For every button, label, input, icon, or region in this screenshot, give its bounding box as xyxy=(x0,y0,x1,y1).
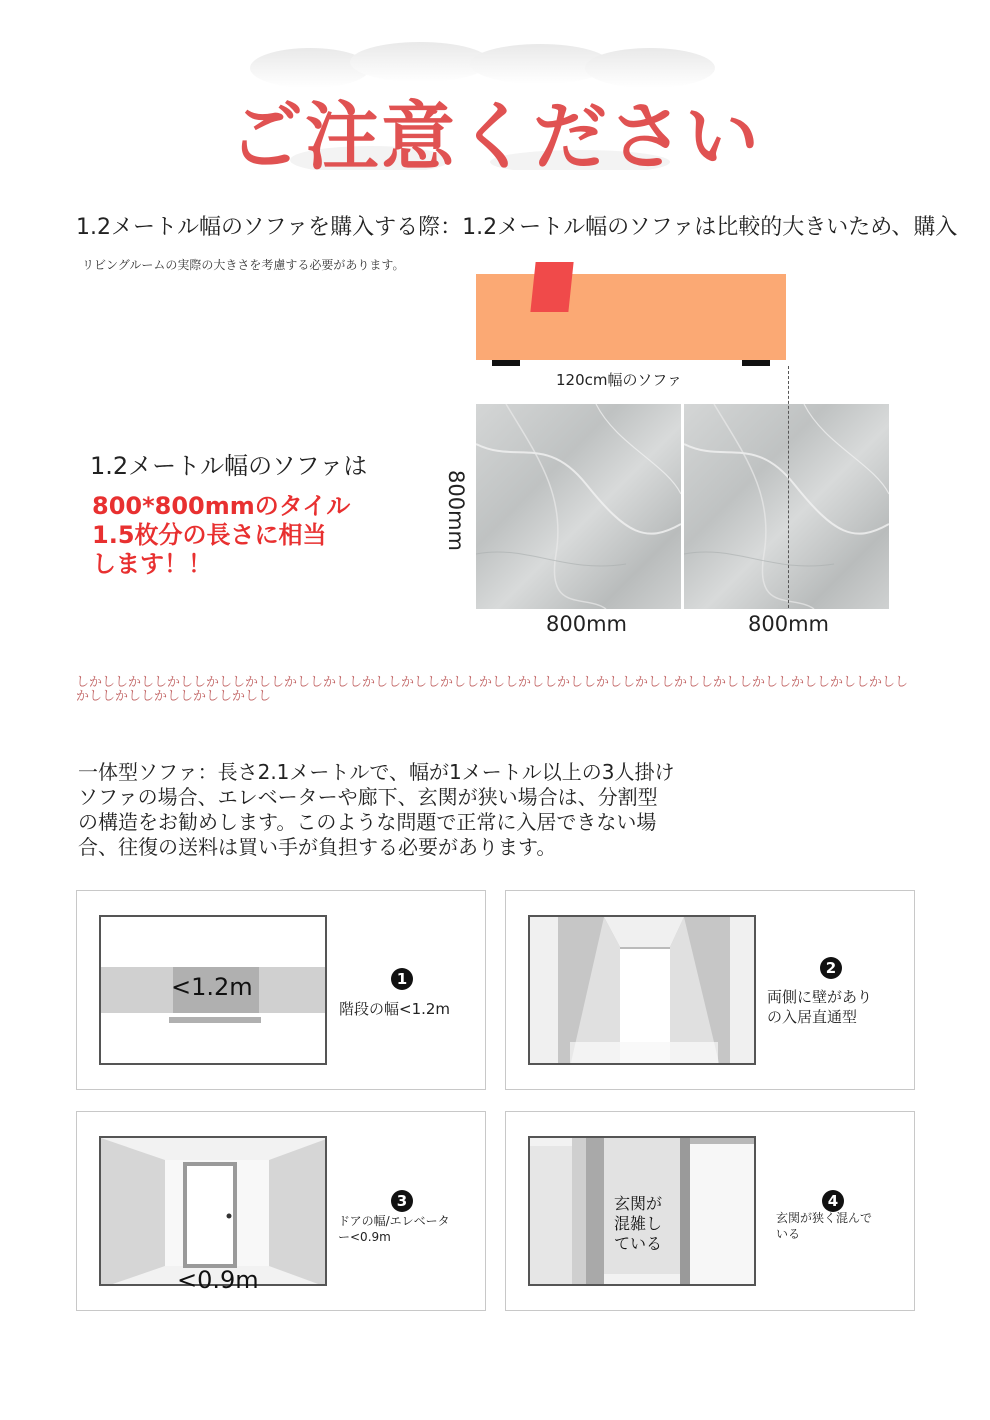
statement-line-2: 1.5枚分の長さに相当 xyxy=(92,521,327,549)
door-width-label: <0.9m xyxy=(177,1266,259,1294)
panel-2-caption-2: の入居直通型 xyxy=(767,1008,858,1026)
number-badge-1: 1 xyxy=(391,968,413,990)
sofa-body xyxy=(476,274,786,360)
panel-1-caption: 階段の幅<1.2m xyxy=(339,1000,451,1018)
decorative-text-stripe: しかししかししかししかししかししかししかししかししかししかししかししかししかししかししかししかししかししかししかししかししかししかししかししかししかししかしし xyxy=(76,675,909,704)
entrance-illustration xyxy=(528,1136,756,1286)
tile-height-label: 800mm xyxy=(444,470,468,551)
sofa-leg-right xyxy=(742,360,770,366)
panel-3-caption-1: ドアの幅/エレベータ xyxy=(338,1214,450,1228)
panel-door xyxy=(76,1111,486,1311)
panel-4-caption-1: 玄関が狭く混んで xyxy=(776,1211,873,1225)
sofa-intro-subline: リビングルームの実際の大きさを考慮する必要があります。 xyxy=(82,258,405,272)
paragraph-line-4: 合、往復の送料は買い手が負担する必要があります。 xyxy=(78,835,557,859)
number-badge-2: 2 xyxy=(820,957,842,979)
entrance-label-line-1: 玄関が xyxy=(614,1194,663,1213)
sofa-leg-left xyxy=(492,360,520,366)
entrance-illus-label xyxy=(614,1194,662,1254)
statement-title: 1.2メートル幅のソファは xyxy=(90,452,368,480)
number-badge-4: 4 xyxy=(822,1190,844,1212)
stairs-illustration xyxy=(99,915,327,1065)
panel-3-caption-2: ー<0.9m xyxy=(338,1230,391,1244)
tile-width-label-1: 800mm xyxy=(546,612,627,636)
warning-paragraph xyxy=(78,760,768,860)
page-title: ご注意ください xyxy=(229,94,761,180)
panel-4-caption-2: いる xyxy=(776,1227,801,1241)
statement-line-3: します！！ xyxy=(92,550,212,578)
tile-width-label-2: 800mm xyxy=(748,612,829,636)
entrance-label-line-3: ている xyxy=(614,1234,663,1253)
paragraph-line-2: ソファの場合、エレベーターや廊下、玄関が狭い場合は、分割型 xyxy=(78,785,658,809)
corridor-illustration xyxy=(528,915,756,1065)
entrance-label-line-2: 混雑し xyxy=(614,1214,663,1233)
sofa-end-dashed-line xyxy=(788,366,789,608)
panel-2-caption-1: 両側に壁があり xyxy=(767,988,873,1006)
sofa-cushion xyxy=(530,262,573,312)
paragraph-line-1: 一体型ソファ：長さ2.1メートルで、幅が1メートル以上の3人掛け xyxy=(78,760,675,784)
paragraph-line-3: の構造をお勧めします。このような問題で正常に入居できない場 xyxy=(78,810,657,834)
statement-line-1: 800*800mmのタイル xyxy=(92,492,351,520)
marble-tile-2 xyxy=(684,404,889,609)
sofa-intro-line: 1.2メートル幅のソファを購入する際：1.2メートル幅のソファは比較的大きいため、購入 xyxy=(76,215,958,240)
panel-entrance xyxy=(505,1111,915,1311)
panel-stairs xyxy=(76,890,486,1090)
door-illustration xyxy=(99,1136,327,1286)
marble-tile-1 xyxy=(476,404,681,609)
stairs-width-label: <1.2m xyxy=(171,973,253,1001)
number-badge-3: 3 xyxy=(391,1190,413,1212)
statement-emphasis xyxy=(92,492,350,579)
panel-corridor xyxy=(505,890,915,1090)
sofa-width-label: 120cm幅のソファ xyxy=(556,371,682,389)
